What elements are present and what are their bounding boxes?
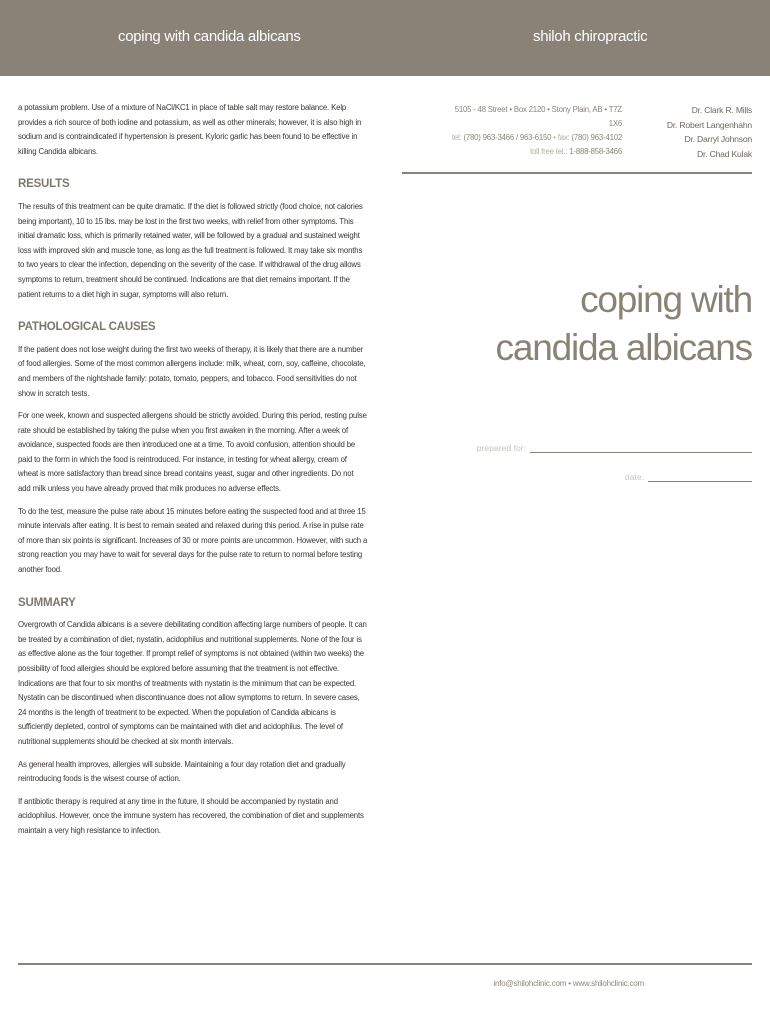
prepared-for-blank[interactable]	[530, 443, 752, 453]
prepared-for-label: prepared for:	[476, 443, 526, 453]
summary-heading: SUMMARY	[18, 596, 76, 609]
header-banner	[0, 0, 770, 76]
doctor-name: Dr. Darryl Johnson	[684, 134, 752, 145]
fax-number: (780) 963-4102	[571, 133, 622, 142]
summary-paragraph-3: If antibiotic therapy is required at any time in the future, it should be accompanied by nystatin and acidophilus. However, once the immune system has recovered, the combination of diet and supplements maintain a very high resistance to infection.	[18, 796, 364, 835]
results-heading: RESULTS	[18, 178, 70, 191]
results-paragraph: The results of this treatment can be quite dramatic. If the diet is followed strictly (food choice, not calories being important), 10 to 15 lbs. may be lost in the first two weeks, with relief from other symptoms. This initial dramatic loss, which is primarily retained water, will be followed by a gradual and sustained weight loss with improved skin and muscle tone, as long as the full treatment is followed. It may take six months to two years to clear the infection, depending on the severity of the case. If withdrawal of the drug allows symptoms to return, treatment should be continued. Indications are that diet remains important. If the patient returns to a diet high in sugar, symptoms will also return.	[18, 201, 363, 299]
article-column	[18, 101, 368, 847]
doctor-name: Dr. Robert Langenhahn	[666, 119, 752, 130]
pathological-heading: PATHOLOGICAL CAUSES	[18, 321, 156, 334]
pathological-paragraph-3: To do the test, measure the pulse rate about 15 minutes before eating the suspected food and at three 15 minute intervals after eating. It is best to remain seated and relaxed during this period. A rise in pulse rate of more than six points is significant. Increases of 30 or more points are uncommon. However, with such a strong reaction you may have to wait for several days for the pulse rate to return to normal before testing another food.	[18, 506, 368, 575]
date-blank[interactable]	[648, 472, 752, 482]
footer-contact: info@shilohclinic.com • www.shilohclinic.com	[493, 979, 644, 988]
tollfree-number: 1-888-858-3466	[569, 147, 622, 156]
header-left-title: coping with candida albicans	[118, 28, 301, 45]
cover-title-line-1: coping with	[580, 279, 752, 320]
prepared-for-field[interactable]	[477, 443, 752, 453]
doctor-name: Dr. Clark R. Mills	[691, 105, 752, 115]
fax-label: • fax:	[553, 133, 570, 142]
date-label: date:	[624, 472, 644, 482]
date-field[interactable]	[625, 472, 752, 482]
phone-line	[440, 131, 622, 145]
doctor-name: Dr. Chad Kulak	[697, 148, 752, 159]
tollfree-label: toll free tel.:	[530, 147, 568, 156]
tel-label: tel:	[451, 133, 462, 142]
pathological-paragraph-1: If the patient does not lose weight during the first two weeks of therapy, it is likely that there are a number of food allergies. Some of the most common allergens include: milk, wheat, corn, soy, caffeine, chocolate, and members of the nightshade family: potato, tomato, peppers, and tobacco. Food sensitivities do not show in scratch tests.	[18, 344, 366, 398]
bottom-divider	[18, 963, 752, 965]
street-address: 5105 - 48 Street • Box 2120 • Stony Plain, AB • T7Z 1X6	[454, 105, 622, 128]
summary-paragraph-1: Overgrowth of Candida albicans is a severe debilitating condition affecting large numbers of people. It can be treated by a combination of diet, nystatin, acidophilus and nutritional supplements. None of the four is as effective alone as the four together. If prompt relief of symptoms is not obtained (within two weeks) the possibility of food allergies should be explored before assuming that the treatment is not effective. Indications are that four to six months of treatments with nystatin is the minimum that can be expected. Nystatin can be discontinued when discontinuance does not allow symptoms to return. In severe cases, 24 months is the length of treatment to be expected. When the population of Candida albicans is sufficiently depleted, control of symptoms can be maintained with diet and acidophilus. The level of nutritional supplements should be checked at six month intervals.	[18, 620, 367, 746]
cover-title-line-2: candida albicans	[495, 327, 752, 368]
intro-paragraph: a potassium problem. Use of a mixture of NaCl/KC1 in place of table salt may restore balance. Kelp provides a rich source of both iodine and potassium, as well as other minerals; however, it is also high in sodium and is contraindicated if hypertension is present. Kyloric garlic has been found to be effective in killing Candida albicans.	[18, 103, 362, 156]
cover-title	[402, 276, 752, 372]
summary-paragraph-2: As general health improves, allergies will subside. Maintaining a four day rotation diet and gradually reintroducing foods is the wisest course of action.	[18, 759, 346, 784]
header-right-title: shiloh chiropractic	[533, 28, 648, 45]
clinic-address-block	[440, 103, 622, 159]
top-divider	[402, 172, 752, 174]
tollfree-line	[440, 145, 622, 159]
pathological-paragraph-2: For one week, known and suspected allergens should be strictly avoided. During this period, resting pulse rate should be established by taking the pulse when you first awaken in the morning. After a week of avoidance, suspected foods are then introduced one at a time. To avoid confusion, attention should be paid to the form in which the food is reintroduced. For instance, in testing for wheat allergy, cream of wheat is more satisfactory than bread since bread contains yeast, sugar and other ingredients. Do not add milk unless you have already proved that milk produces no adverse effects.	[18, 411, 367, 494]
doctors-list	[640, 103, 752, 161]
tel-number: (780) 963-3466 / 963-6150	[463, 133, 552, 142]
